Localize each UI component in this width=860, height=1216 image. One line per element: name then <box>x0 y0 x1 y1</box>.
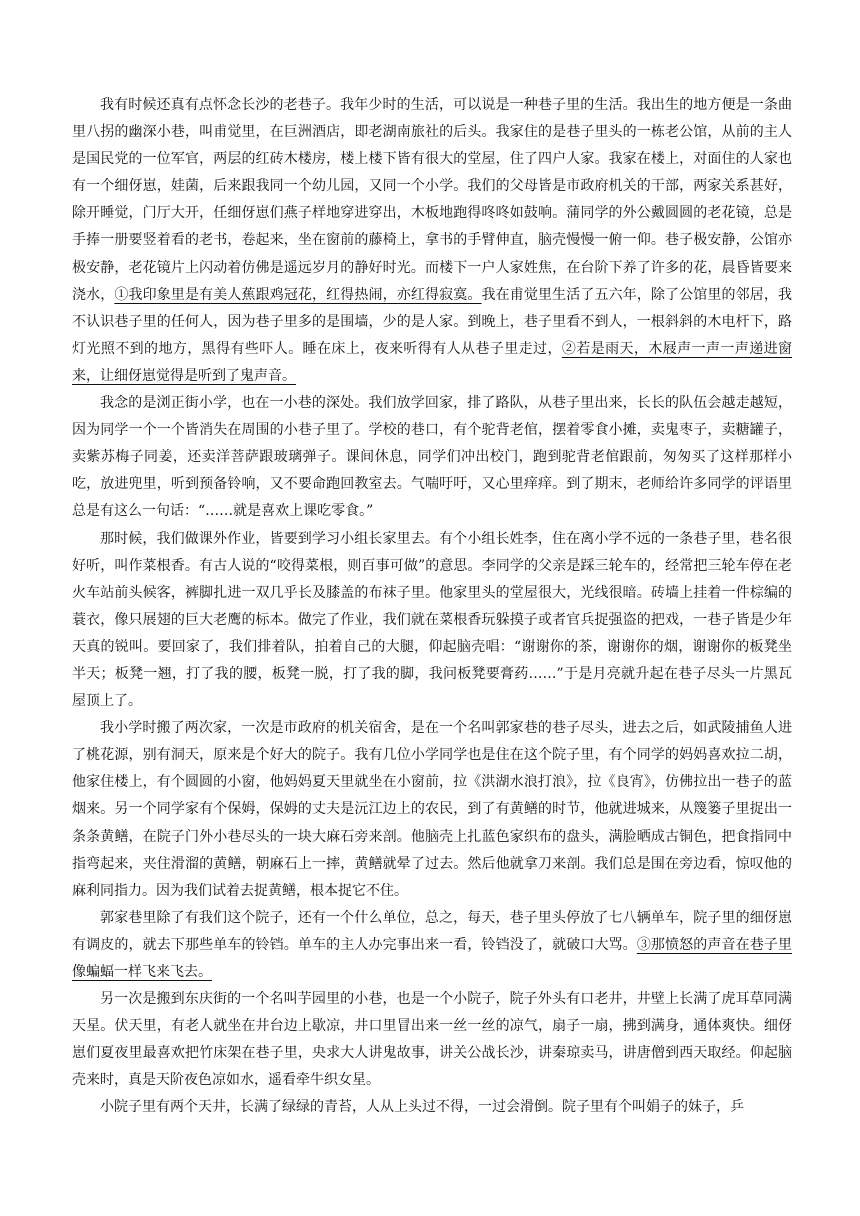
underlined-sentence-3: ③那愤怒的声音在巷子里像蝙蝠一样飞来飞去。 <box>72 936 793 980</box>
paragraph-2: 我念的是浏正街小学，也在一小巷的深处。我们放学回家，排了路队，从巷子里出来，长长的队伍会越走越短，因为同学一个一个皆消失在周围的小巷子里了。学校的巷口，有个驼背老倌，摆着零食小摊，卖鬼枣子，卖糖罐子，卖紫苏梅子同姜，还卖洋菩萨跟玻璃弹子。课间休息，同学们冲出校门，跑到驼背老倌跟前，匆匆买了这样那样小吃，放进兜里，听到预备铃响，又不要命跑回教室去。气喘吁吁，又心里痒痒。到了期末，老师给许多同学的评语里总是有这么一句话：“……就是喜欢上课吃零食。” <box>72 395 792 520</box>
underlined-sentence-1: ①我印象里是有美人蕉跟鸡冠花，红得热闹，亦红得寂寞。 <box>114 286 482 303</box>
paragraph-5 <box>72 905 792 986</box>
paragraph-4: 我小学时搬了两次家，一次是市政府的机关宿舍，是在一个名叫郭家巷的巷子尽头，进去之后，如武陵捕鱼人进了桃花源，别有洞天，原来是个好大的院子。我有几位小学同学也是住在这个院子里，有个同学的妈妈喜欢拉二胡，他家住楼上，有个圆圆的小窗，他妈妈夏天里就坐在小窗前，拉《洪湖水浪打浪》，拉《良宵》，仿佛拉出一巷子的蓝烟来。另一个同学家有个保姆，保姆的丈夫是沅江边上的农民，到了有黄鳝的时节，他就进城来，从篾篓子里捉出一条条黄鳝，在院子门外小巷尽头的一块大麻石旁来剖。他脑壳上扎蓝色家织布的盘头，满脸晒成古铜色，把食指同中指弯起来，夹住滑溜的黄鳝，朝麻石上一摔，黄鳝就晕了过去。然后他就拿刀来剖。我们总是围在旁边看，惊叹他的麻利同指力。因为我们试着去捉黄鳝，根本捉它不住。 <box>72 720 792 899</box>
paragraph-7: 小院子里有两个天井，长满了绿绿的青苔，人从上头过不得，一过会滑倒。院子里有个叫娟子的妹子，乒 <box>100 1099 744 1116</box>
paragraph-1-text: 我有时候还真有点怀念长沙的老巷子。我年少时的生活，可以说是一种巷子里的生活。我出生的地方便是一条曲里八拐的幽深小巷，叫甫觉里，在巨洲酒店，即老湖南旅社的后头。我家住的是巷子里头的一栋老公馆，从前的主人是国民党的一位军官，两层的红砖木楼房，楼上楼下皆有很大的堂屋，住了四户人家。我家在楼上，对面住的人家也有一个细伢崽，娃菌，后来跟我同一个幼儿园，又同一个小学。我们的父母皆是市政府机关的干部，两家关系甚好，除开睡觉，门厅大开，任细伢崽们燕子样地穿进穿出，木板地跑得咚咚如鼓响。蒲同学的外公戴圆圆的老花镜，总是手捧一册要竖着看的老书，卷起来，坐在窗前的藤椅上，拿书的手臂伸直，脑壳慢慢一俯一仰。巷子极安静，公馆亦极安静，老花镜片上闪动着仿佛是遥远岁月的静好时光。而楼下一户人家姓焦，在台阶下养了许多的花，晨昏皆要来浇水， <box>72 97 792 303</box>
paragraph-5-text: 郭家巷里除了有我们这个院子，还有一个什么单位，总之，每天，巷子里头停放了七八辆单车，院子里的细伢崽有调皮的，就去下那些单车的铃铛。单车的主人办完事出来一看，铃铛没了，就破口大骂。 <box>72 909 792 953</box>
paragraph-1 <box>72 92 792 390</box>
article-body <box>72 92 792 1122</box>
paragraph-3: 那时候，我们做课外作业，皆要到学习小组长家里去。有个小组长姓李，住在离小学不远的一条巷子里，巷名很好听，叫作菜根香。有古人说的“咬得菜根，则百事可做”的意思。李同学的父亲是踩三轮车的，经常把三轮车停在老火车站前头候客，裤脚扎进一双几乎长及膝盖的布袜子里。他家里头的堂屋很大，光线很暗。砖墙上挂着一件棕编的蓑衣，像只展翅的巨大老鹰的标本。做完了作业，我们就在菜根香玩躲摸子或者官兵捉强盗的把戏，一巷子皆是少年天真的锐叫。要回家了，我们排着队，拍着自己的大腿，仰起脑壳唱：“谢谢你的茶，谢谢你的烟，谢谢你的板凳坐半天；板凳一翘，打了我的腰，板凳一脱，打了我的脚，我问板凳要膏药……”于是月亮就升起在巷子尽头一片黑瓦屋顶上了。 <box>72 530 792 710</box>
paragraph-6: 另一次是搬到东庆街的一个名叫芋园里的小巷，也是一个小院子，院子外头有口老井，井壁上长满了虎耳草同满天星。伏天里，有老人就坐在井台边上歇凉，井口里冒出来一丝一丝的凉气，扇子一扇，拂到满身，通体爽快。细伢崽们夏夜里最喜欢把竹床架在巷子里，央求大人讲鬼故事，讲关公战长沙，讲秦琼卖马，讲唐僧到西天取经。仰起脑壳来时，真是天阶夜色凉如水，遥看牵牛织女星。 <box>72 991 792 1089</box>
underlined-sentence-2: ②若是雨天，木屐声一声一声递进窗来，让细伢崽觉得是听到了鬼声音。 <box>72 340 793 384</box>
paragraph-1-text-2: 我在甫觉里生活了五六年，除了公馆里的邻居，我不认识巷子里的任何人，因为巷子里多的是围墙，少的是人家。到晚上，巷子里看不到人，一根斜斜的木电杆下，路灯光照不到的地方，黑得有些吓人。睡在床上，夜来听得有人从巷子里走过， <box>72 286 793 357</box>
